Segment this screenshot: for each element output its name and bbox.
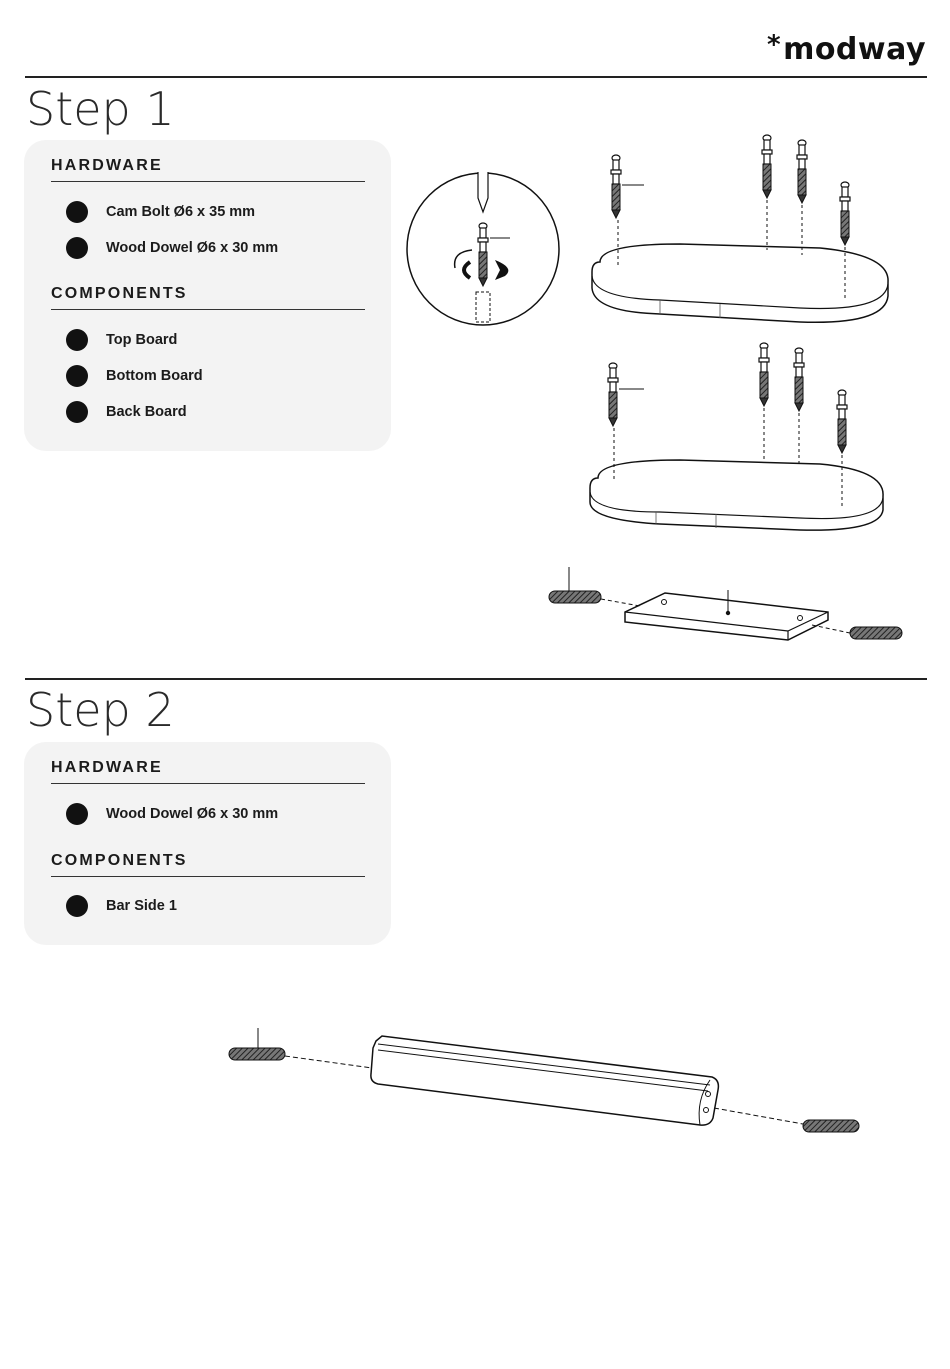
part-label: Wood Dowel Ø6 x 30 mm <box>106 806 279 822</box>
logo-star: * <box>766 30 782 60</box>
cam-bolt-detail-callout <box>407 172 559 325</box>
part-label: Bar Side 1 <box>106 898 177 914</box>
part-label: Bottom Board <box>106 368 203 384</box>
step1-hardware-heading: HARDWARE <box>51 157 163 174</box>
step2-hardware-heading: HARDWARE <box>51 759 163 776</box>
part-label: Top Board <box>106 332 178 348</box>
part-label: Wood Dowel Ø6 x 30 mm <box>106 240 279 256</box>
logo-wordmark: modway <box>783 32 926 67</box>
step2-components-heading: COMPONENTS <box>51 852 188 869</box>
top-board-drawing <box>592 135 888 322</box>
step1-components-heading: COMPONENTS <box>51 285 188 302</box>
bottom-board-drawing <box>590 343 883 530</box>
step1-title: Step 1 <box>26 82 175 136</box>
part-label: Back Board <box>106 404 187 420</box>
bar-side-drawing <box>229 1028 859 1132</box>
part-label: Cam Bolt Ø6 x 35 mm <box>106 204 256 220</box>
step2-title: Step 2 <box>26 683 175 737</box>
back-board-drawing <box>549 567 902 640</box>
